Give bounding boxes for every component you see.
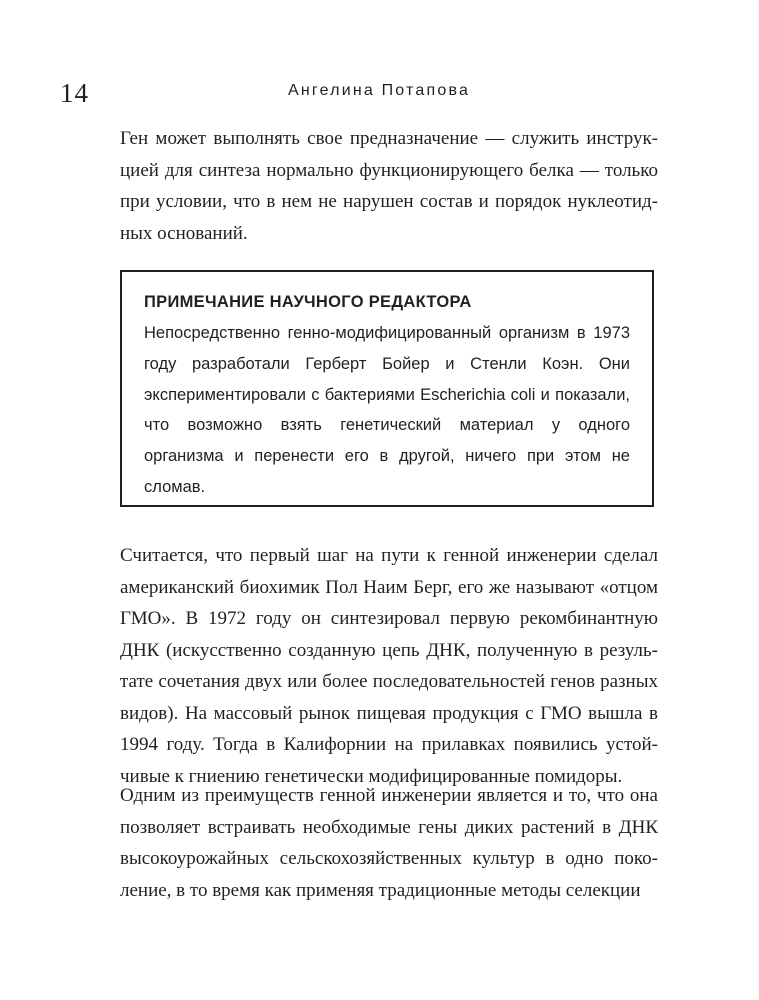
running-head-author: Ангелина Потапова: [288, 82, 471, 99]
editor-note-text: Непосредственно генно-модифицированный организм в 1973 году разработали Герберт Бойер и Стенли Коэн. Они экспериментировали с бактериями Escherichia coli и показали, что возможно взять генетический материал у одного организма и перенести его в другой, ничего при этом не сломав.: [144, 324, 630, 496]
page-number: 14: [60, 78, 89, 108]
body-paragraph: Ген может выполнять свое предназначение — служить инструкцией для синтеза нормально функционирующего белка — только при условии, что в нем не нарушен состав и порядок нуклеотидных оснований.: [120, 128, 658, 244]
editor-note-box: [120, 270, 654, 507]
editor-note-title: ПРИМЕЧАНИЕ НАУЧНОГО РЕДАКТОРА: [144, 293, 472, 311]
body-paragraph: Одним из преимуществ генной инженерии является и то, что она позволяет встраивать необходимые гены диких растений в ДНК высокоурожайных сельскохозяйственных культур в одно поколение, в то время как применяя традиционные методы селекции: [120, 785, 658, 901]
body-paragraph: Считается, что первый шаг на пути к генной инженерии сделал американский биохимик Пол Наим Берг, его же называют «отцом ГМО». В 1972 году он синтезировал первую рекомбинантную ДНК (искусственно созданную цепь ДНК, полученную в результате сочетания двух или более последовательностей генов разных видов). На массовый рынок пищевая продукция с ГМО вышла в 1994 году. Тогда в Калифорнии на прилавках появились устойчивые к гниению генетически модифицированные помидоры.: [120, 545, 658, 787]
